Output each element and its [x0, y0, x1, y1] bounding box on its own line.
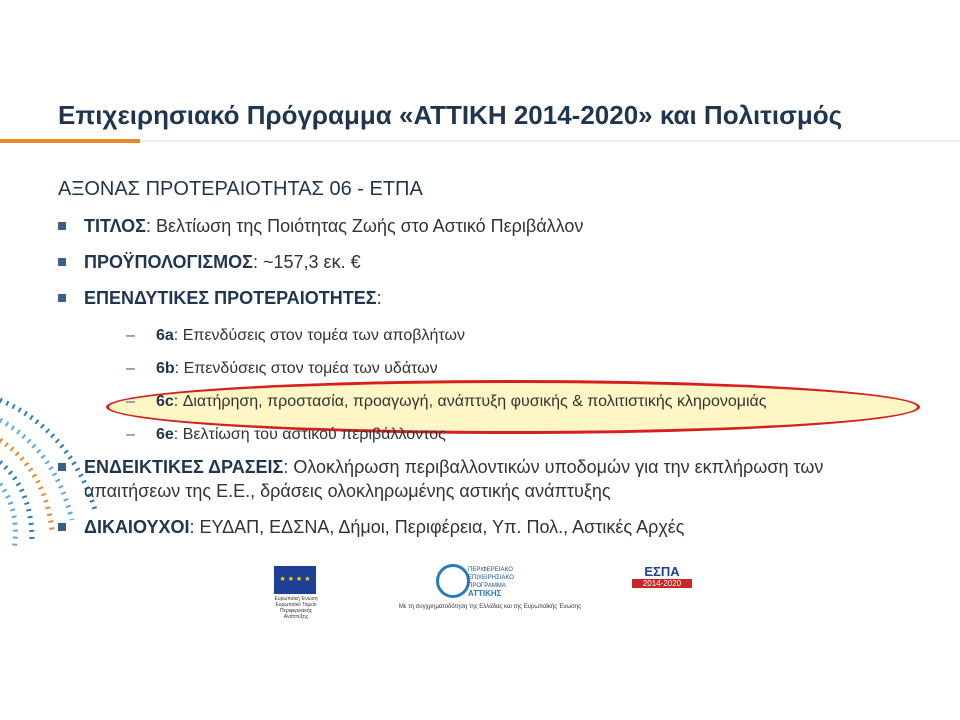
subitem-code: 6b — [156, 360, 175, 377]
bullet-beneficiaries — [58, 515, 918, 539]
section-heading: ΑΞΟΝΑΣ ΠΡΟΤΕΡΑΙΟΤΗΤΑΣ 06 - ΕΤΠΑ — [58, 178, 423, 200]
attica-line2: ΕΠΙΧΕΙΡΗΣΙΑΚΟ — [468, 575, 514, 581]
bullet-square — [58, 523, 66, 531]
bullet-square — [58, 222, 66, 230]
bullet-text: : ΕΥΔΑΠ, ΕΔΣΝΑ, Δήμοι, Περιφέρεια, Υπ. Πολ., Αστικές Αρχές — [189, 517, 685, 537]
espa-logo — [632, 564, 692, 596]
subitem-dash: – — [126, 360, 135, 377]
subitem-text: : Επενδύσεις στον τομέα των υδάτων — [174, 360, 438, 377]
espa-years: 2014-2020 — [632, 579, 692, 588]
subitem-6c — [126, 392, 918, 412]
attica-line4: ΑΤΤΙΚΗΣ — [468, 589, 502, 598]
bullet-square — [58, 463, 66, 471]
espa-title: ΕΣΠΑ — [644, 564, 680, 579]
subitem-6b — [126, 359, 918, 379]
attica-logo-text — [468, 566, 514, 598]
subitem-text: : Επενδύσεις στον τομέα των αποβλήτων — [173, 327, 465, 344]
bullet-square — [58, 294, 66, 302]
attica-logo-icon — [436, 564, 470, 598]
bullet-label: ΠΡΟΫΠΟΛΟΓΙΣΜΟΣ — [84, 252, 253, 272]
attica-line3: ΠΡΟΓΡΑΜΜΑ — [468, 583, 506, 589]
bullet-actions — [58, 455, 918, 503]
subitem-code: 6c — [156, 393, 174, 410]
bullet-priorities — [58, 286, 918, 310]
bullet-text: : — [376, 288, 382, 308]
bullet-text: : Βελτίωση της Ποιότητας Ζωής στο Αστικό Περιβάλλον — [145, 216, 584, 236]
bullet-text: : Ολοκλήρωση περιβαλλοντικών υποδομών για την εκπλήρωση των απαιτήσεων της Ε.Ε., δράσεις ολοκληρωμένης αστικής ανάπτυξης — [84, 457, 824, 501]
bullet-label: ΕΠΕΝΔΥΤΙΚΕΣ ΠΡΟΤΕΡΑΙΟΤΗΤΕΣ — [84, 288, 377, 308]
subitem-dash: – — [126, 327, 135, 344]
subitem-text: : Διατήρηση, προστασία, προαγωγή, ανάπτυξη φυσικής & πολιτιστικής κληρονομιάς — [173, 393, 767, 410]
attica-line1: ΠΕΡΙΦΕΡΕΙΑΚΟ — [468, 567, 513, 573]
logo-strip — [0, 560, 960, 620]
bullet-text: : ~157,3 εκ. € — [252, 252, 361, 272]
eu-flag-logo — [274, 566, 316, 594]
subitem-6e — [126, 425, 918, 445]
subitem-text: : Βελτίωση του αστικού περιβάλλοντος — [173, 426, 446, 443]
title-divider — [0, 140, 960, 142]
subitem-dash: – — [126, 426, 135, 443]
subitem-6a — [126, 326, 918, 346]
cofunding-note: Με τη συγχρηματοδότηση της Ελλάδας και της Ευρωπαϊκής Ένωσης — [398, 604, 582, 610]
title-accent-bar — [0, 139, 140, 143]
bullet-label: ΕΝΔΕΙΚΤΙΚΕΣ ΔΡΑΣΕΙΣ — [84, 457, 284, 477]
bullet-list — [58, 214, 918, 551]
eu-caption: Ευρωπαϊκή Ένωση Ευρωπαϊκό Ταμείο Περιφερειακής Ανάπτυξης — [274, 596, 318, 620]
bullet-titlos — [58, 214, 918, 238]
bullet-budget — [58, 250, 918, 274]
bullet-label: ΤΙΤΛΟΣ — [84, 216, 146, 236]
subitem-code: 6a — [156, 327, 174, 344]
subitem-code: 6e — [156, 426, 174, 443]
eu-stars-icon: ★ ★ ★ ★ — [279, 576, 311, 583]
subitem-dash: – — [126, 393, 135, 410]
bullet-label: ΔΙΚΑΙΟΥΧΟΙ — [84, 517, 190, 537]
bullet-square — [58, 258, 66, 266]
slide-title: Επιχειρησιακό Πρόγραμμα «ΑΤΤΙΚΗ 2014-2020» και Πολιτισμός — [58, 100, 843, 130]
